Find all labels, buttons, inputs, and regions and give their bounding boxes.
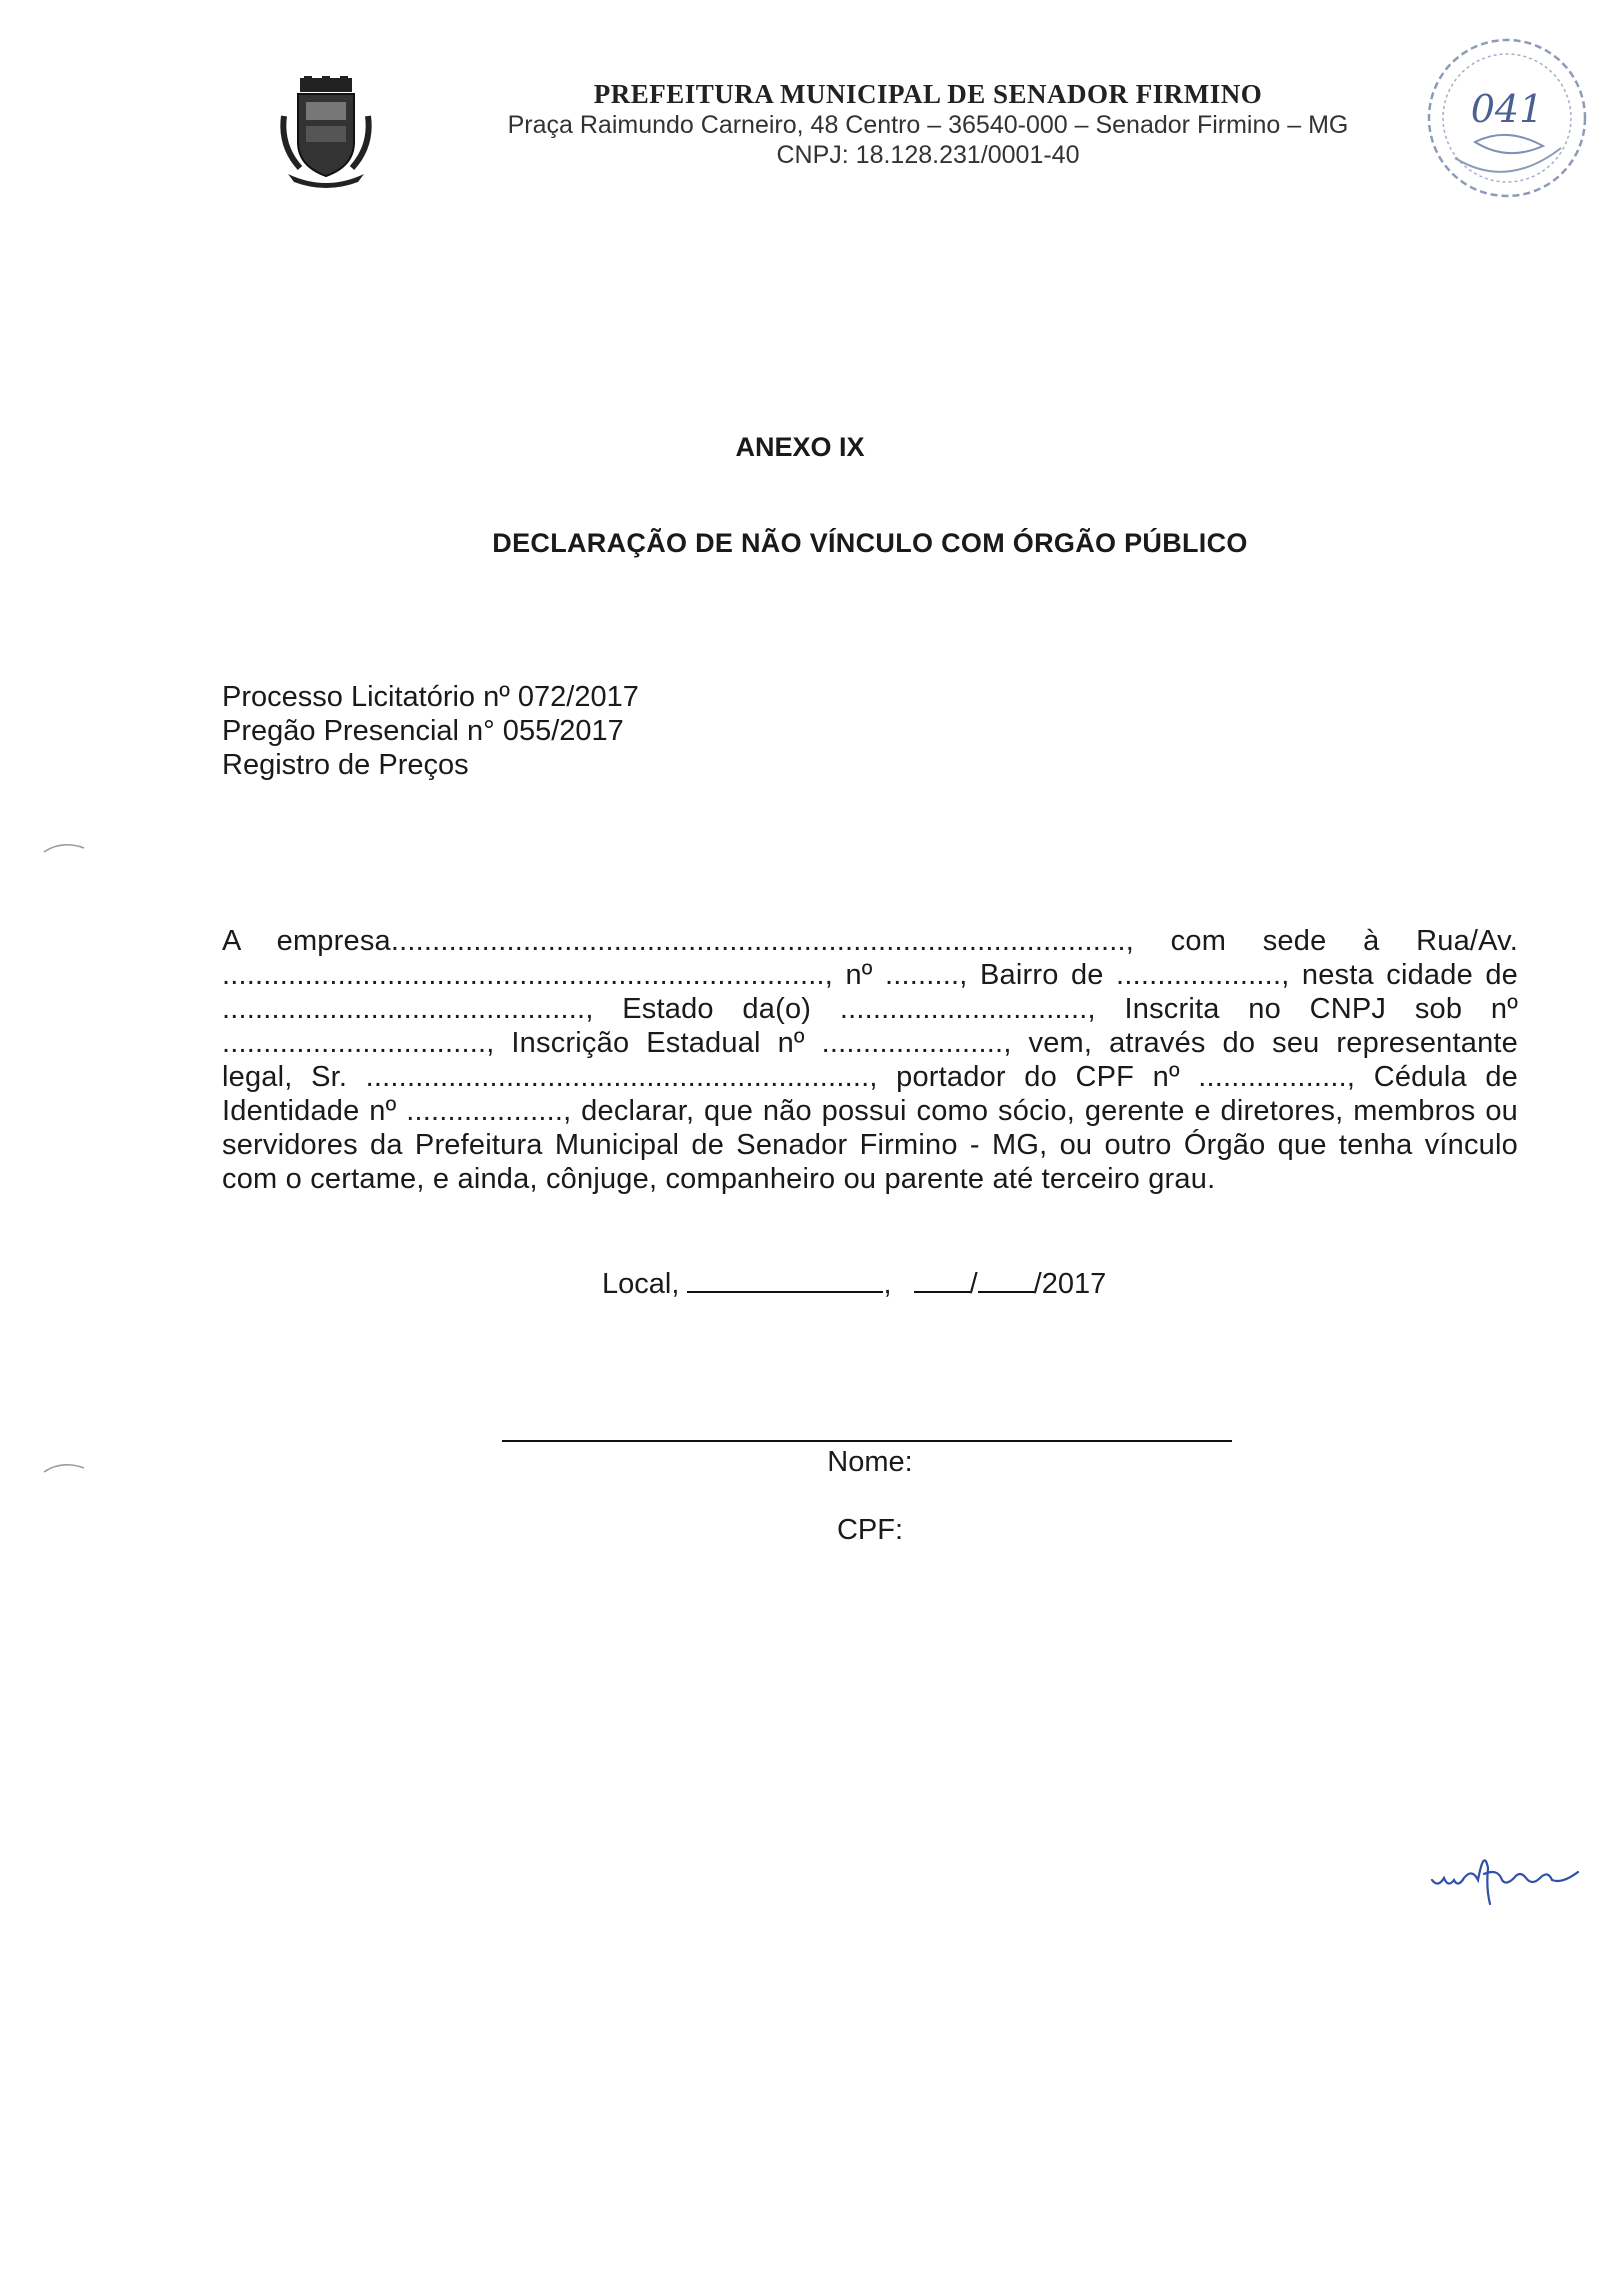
declaration-title: DECLARAÇÃO DE NÃO VÍNCULO COM ÓRGÃO PÚBLICO [492, 528, 1248, 558]
stamp-number: 041 [1470, 87, 1544, 131]
annex-title: ANEXO IX [735, 432, 865, 462]
process-number: Processo Licitatório nº 072/2017 [222, 681, 639, 713]
letterhead [440, 78, 1416, 170]
municipal-crest-icon [278, 76, 374, 190]
month-blank [978, 1269, 1034, 1293]
organization-cnpj: CNPJ: 18.128.231/0001-40 [776, 141, 1080, 169]
date-year: /2017 [1033, 1268, 1107, 1300]
page-number-stamp [1415, 30, 1595, 200]
price-registry: Registro de Preços [222, 749, 469, 781]
organization-name: PREFEITURA MUNICIPAL DE SENADOR FIRMINO [593, 79, 1263, 109]
day-blank [914, 1269, 970, 1293]
organization-address: Praça Raimundo Carneiro, 48 Centro – 36540-000 – Senador Firmino – MG [507, 111, 1349, 139]
place-date-line [602, 1268, 1106, 1301]
date-slash: / [969, 1268, 978, 1300]
signature-cpf-label: CPF: [836, 1514, 904, 1546]
date-comma: , [883, 1268, 892, 1300]
declaration-body: A empresa........................................................................................., com sede à Rua/Av. ........................................................................., nº ........., Bairro de ...................., nesta cidade de ............................................, Estado da(o) .............................., Inscrita no CNPJ sob nº ................................, Inscrição Estadual nº ......................, vem, através do seu representante legal, Sr. ............................................................., portador do CPF nº .................., Cédula de Identidade nº ..................., declarar, que não possui como sócio, gerente e diretores, membros ou servidores da Prefeitura Municipal de Senador Firmino - MG, ou outro Órgão que tenha vínculo com o certame, e ainda, cônjuge, companheiro ou parente até terceiro grau. [222, 925, 1518, 1195]
process-info [222, 680, 639, 782]
signature-line [502, 1440, 1232, 1442]
auction-number: Pregão Presencial n° 055/2017 [222, 715, 624, 747]
place-blank [687, 1269, 883, 1293]
place-label: Local, [602, 1268, 680, 1300]
handwritten-rubric [1428, 1838, 1598, 1908]
signature-name-label: Nome: [827, 1446, 913, 1478]
scan-artifact [42, 1460, 86, 1474]
scan-artifact [42, 840, 86, 854]
